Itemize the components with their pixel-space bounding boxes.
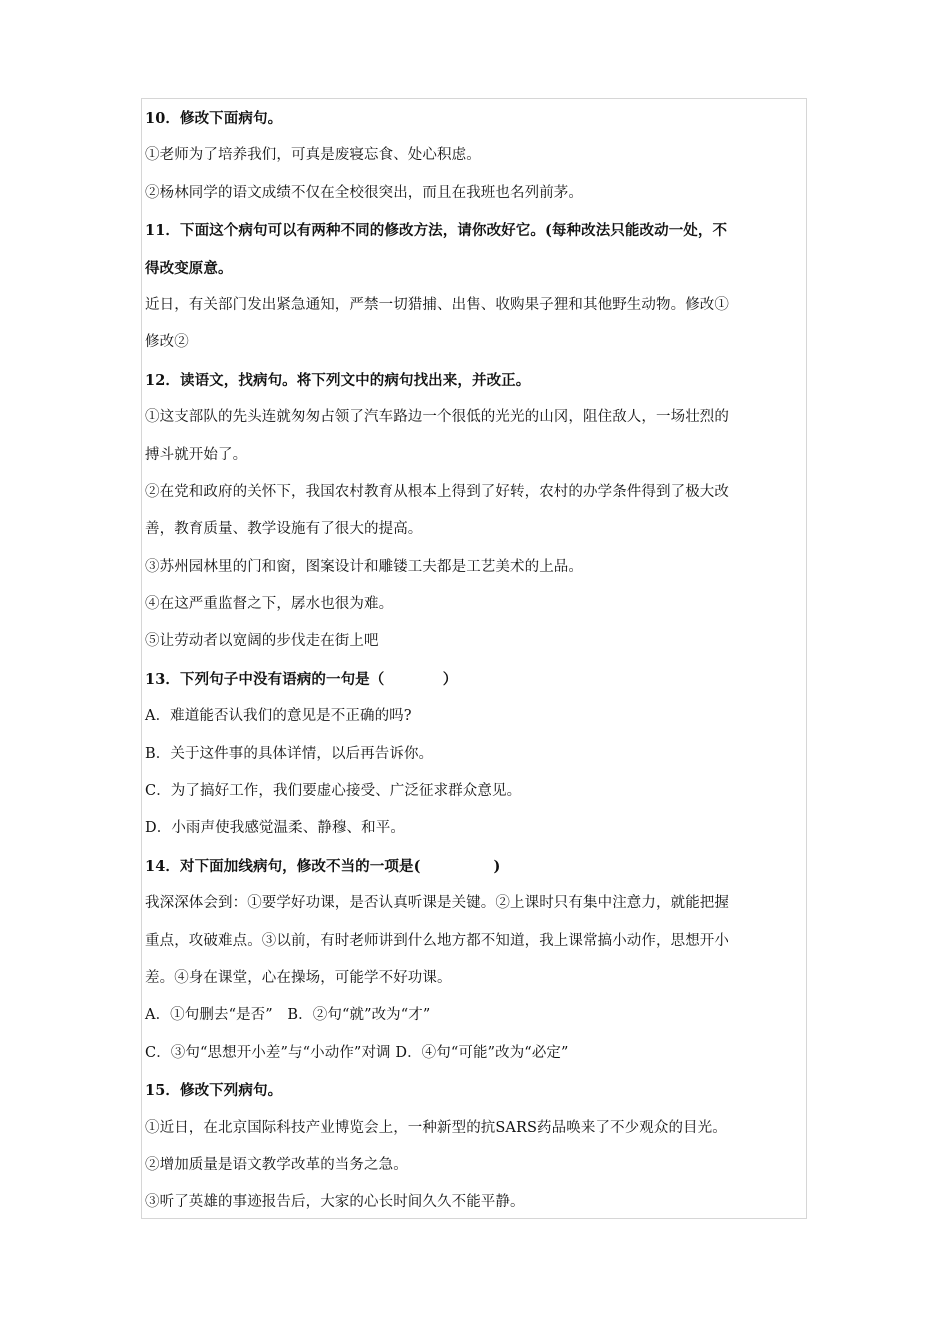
question-12-line-5: ③苏州园林里的门和窗，图案设计和雕镂工夫都是工艺美术的上品。 xyxy=(145,558,583,575)
question-10-title: 10．修改下面病句。 xyxy=(145,110,283,127)
question-12-line-7: ⑤让劳动者以宽阔的步伐走在街上吧 xyxy=(145,633,379,650)
question-14-line-3: 差。④身在课堂，心在操场，可能学不好功课。 xyxy=(145,969,452,986)
question-12-line-6: ④在这严重监督之下，孱水也很为难。 xyxy=(145,596,394,613)
question-11-line-1: 近日，有关部门发出紧急通知，严禁一切猎捕、出售、收购果子狸和其他野生动物。修改① xyxy=(145,296,729,313)
question-13-option-d: D．小雨声使我感觉温柔、静穆、和平。 xyxy=(145,820,405,837)
question-11-title: 11．下面这个病句可以有两种不同的修改方法，请你改好它。(每种改法只能改动一处，不 xyxy=(145,222,728,240)
question-15-line-3: ③听了英雄的事迹报告后，大家的心长时间久久不能平静。 xyxy=(145,1194,525,1211)
question-13-title: 13．下列句子中没有语病的一句是（ ） xyxy=(145,670,458,688)
question-12-title: 12．读语文，找病句。将下列文中的病句找出来，并改正。 xyxy=(145,371,531,389)
question-10-line-1: ①老师为了培养我们，可真是废寝忘食、处心积虑。 xyxy=(145,147,481,164)
question-12-line-4: 善，教育质量、教学设施有了很大的提高。 xyxy=(145,521,423,538)
question-14-line-1: 我深深体会到：①要学好功课，是否认真听课是关键。②上课时只有集中注意力，就能把握 xyxy=(145,895,729,912)
question-14-options-cd: C．③句“思想开小差”与“小动作”对调 D．④句“可能”改为“必定” xyxy=(145,1044,569,1061)
question-11-title-cont: 得改变原意。 xyxy=(145,259,233,277)
question-13-option-c: C．为了搞好工作，我们要虚心接受、广泛征求群众意见。 xyxy=(145,783,522,800)
question-11-line-2: 修改② xyxy=(145,334,189,351)
question-13-option-b: B．关于这件事的具体详情，以后再告诉你。 xyxy=(145,745,434,762)
question-15-title: 15．修改下列病句。 xyxy=(145,1082,283,1100)
question-13-option-a: A．难道能否认我们的意见是不正确的吗? xyxy=(145,708,412,725)
question-15-line-1: ①近日，在北京国际科技产业博览会上，一种新型的抗SARS药品唤来了不少观众的目光。 xyxy=(145,1119,727,1136)
question-14-options-ab: A．①句删去“是否” B．②句“就”改为“才” xyxy=(145,1007,431,1024)
question-10-line-2: ②杨林同学的语文成绩不仅在全校很突出，而且在我班也名列前茅。 xyxy=(145,184,583,201)
document-body xyxy=(145,100,835,1222)
question-14-line-2: 重点，攻破难点。③以前，有时老师讲到什么地方都不知道，我上课常搞小动作，思想开小 xyxy=(145,932,729,949)
question-12-line-1: ①这支部队的先头连就匆匆占领了汽车路边一个很低的光光的山冈，阻住敌人，一场壮烈的 xyxy=(145,409,729,426)
question-12-line-2: 搏斗就开始了。 xyxy=(145,446,248,463)
question-14-title: 14．对下面加线病句，修改不当的一项是( ) xyxy=(145,857,501,875)
question-15-line-2: ②增加质量是语文教学改革的当务之急。 xyxy=(145,1156,408,1173)
question-12-line-3: ②在党和政府的关怀下，我国农村教育从根本上得到了好转，农村的办学条件得到了极大改 xyxy=(145,483,729,500)
